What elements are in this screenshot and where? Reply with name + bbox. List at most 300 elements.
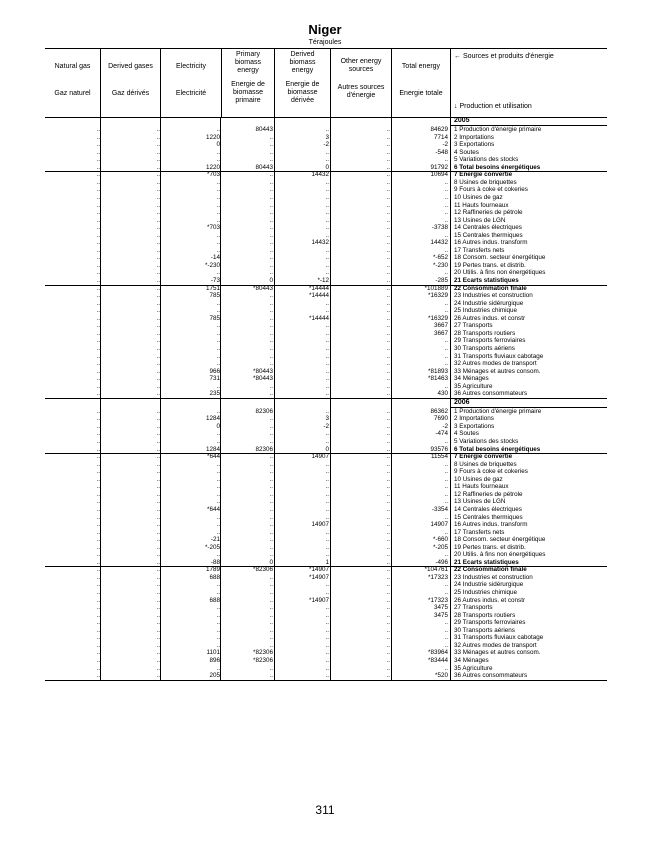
table-cell: *17323 [428, 573, 448, 581]
table-cell: *80443 [253, 367, 273, 375]
table-row [45, 292, 607, 299]
table-cell: .. [216, 299, 220, 307]
table-row [45, 657, 607, 664]
table-row [45, 536, 607, 543]
table-cell: .. [216, 430, 220, 438]
table-row [45, 164, 607, 171]
column-rule [100, 117, 101, 681]
row-label: 1 Production d'énergie primaire [454, 407, 542, 415]
table-cell: .. [156, 163, 160, 171]
table-cell: .. [444, 498, 448, 506]
table-cell: .. [216, 604, 220, 612]
table-cell: .. [269, 596, 273, 604]
table-cell: .. [444, 513, 448, 521]
row-label: 17 Transferts nets [454, 246, 505, 254]
table-cell: .. [386, 322, 390, 330]
row-label: 1 Production d'énergie primaire [454, 126, 542, 133]
table-cell: .. [269, 269, 273, 277]
table-cell: .. [216, 483, 220, 491]
table-cell: .. [325, 224, 329, 232]
table-row [45, 468, 607, 475]
table-cell: .. [269, 611, 273, 619]
table-cell: .. [96, 148, 100, 156]
table-cell: .. [386, 133, 390, 141]
page-number: 311 [315, 803, 335, 817]
table-cell: .. [96, 634, 100, 642]
table-cell: 82306 [255, 407, 273, 415]
row-label: 21 Ecarts statistiques [454, 277, 519, 284]
table-cell: .. [325, 536, 329, 544]
table-cell: .. [216, 475, 220, 483]
table-cell: .. [216, 360, 220, 368]
table-row [45, 202, 607, 209]
table-cell: .. [269, 490, 273, 498]
table-cell: .. [325, 201, 329, 209]
table-cell: .. [386, 407, 390, 415]
table-cell: .. [156, 407, 160, 415]
table-cell: 14907 [430, 521, 448, 529]
table-cell: .. [96, 422, 100, 430]
table-cell: .. [386, 171, 390, 179]
table-cell: .. [96, 430, 100, 438]
row-label: 11 Hauts fourneaux [454, 201, 509, 209]
table-cell: .. [216, 352, 220, 360]
column-rule [220, 117, 221, 681]
table-cell: .. [216, 193, 220, 201]
table-cell: *520 [435, 672, 448, 680]
table-cell: .. [216, 634, 220, 642]
table-row [45, 141, 607, 148]
row-label: 4 Soutes [454, 148, 479, 156]
col-fr-label: Autres sources d'énergie [337, 84, 385, 99]
table-cell: .. [216, 513, 220, 521]
table-cell: .. [386, 231, 390, 239]
table-cell: .. [269, 292, 273, 300]
table-cell: 93576 [430, 445, 448, 453]
table-cell: .. [269, 156, 273, 164]
table-row [45, 604, 607, 611]
table-cell: .. [96, 337, 100, 345]
table-cell: .. [269, 513, 273, 521]
table-cell: 3667 [433, 329, 448, 337]
table-cell: .. [444, 352, 448, 360]
table-cell: .. [444, 209, 448, 217]
table-cell: .. [269, 141, 273, 149]
table-cell: .. [386, 178, 390, 186]
table-cell: .. [269, 664, 273, 672]
table-cell: .. [325, 528, 329, 536]
table-row [45, 262, 607, 269]
table-cell: .. [386, 528, 390, 536]
table-cell: .. [156, 148, 160, 156]
table-cell: .. [156, 246, 160, 254]
table-cell: .. [269, 528, 273, 536]
column-rule [450, 117, 451, 681]
table-cell: .. [156, 513, 160, 521]
table-cell: .. [269, 239, 273, 247]
table-cell: .. [156, 566, 160, 574]
row-label: 13 Usines de LGN [454, 498, 506, 506]
table-cell: .. [96, 528, 100, 536]
table-cell: .. [269, 453, 273, 461]
table-cell: 86362 [430, 407, 448, 415]
table-row [45, 642, 607, 649]
table-cell: *-660 [432, 536, 448, 544]
table-cell: .. [216, 460, 220, 468]
table-cell: .. [269, 178, 273, 186]
table-cell: *101889 [424, 284, 448, 292]
table-cell: .. [216, 156, 220, 164]
table-cell: .. [386, 352, 390, 360]
table-cell: *-205 [204, 543, 220, 551]
row-label: 29 Transports ferroviaires [454, 337, 526, 345]
table-cell: .. [269, 438, 273, 445]
table-cell: .. [269, 216, 273, 224]
table-cell: .. [325, 626, 329, 634]
table-cell: .. [325, 468, 329, 476]
table-cell: .. [269, 352, 273, 360]
row-label: 31 Transports fluviaux cabotage [454, 634, 544, 642]
table-row [45, 269, 607, 276]
table-row [45, 581, 607, 588]
table-row [45, 597, 607, 604]
table-cell: .. [444, 438, 448, 445]
table-row [45, 277, 607, 284]
table-cell: .. [386, 375, 390, 383]
table-cell: 0 [325, 163, 329, 171]
table-cell: .. [269, 626, 273, 634]
table-cell: .. [96, 156, 100, 164]
row-label: 23 Industries et construction [454, 573, 533, 581]
col-en-label: Derived biomass energy [289, 51, 316, 74]
table-cell: .. [96, 536, 100, 544]
table-cell: .. [386, 596, 390, 604]
table-row [45, 665, 607, 672]
table-cell: .. [325, 344, 329, 352]
table-cell: .. [269, 193, 273, 201]
table-cell: .. [325, 407, 329, 415]
table-cell: .. [156, 292, 160, 300]
flow-header-top: ← Sources et produits d'énergie [454, 53, 554, 60]
row-label: 18 Consom. secteur énergétique [454, 536, 546, 544]
table-cell: *-205 [432, 543, 448, 551]
row-label: 20 Utilis. à fins non énergétiques [454, 269, 546, 277]
table-cell: .. [96, 498, 100, 506]
table-cell: .. [269, 314, 273, 322]
table-cell: .. [269, 224, 273, 232]
table-cell: .. [96, 231, 100, 239]
table-cell: .. [325, 483, 329, 491]
table-cell: .. [216, 626, 220, 634]
table-cell: .. [386, 558, 390, 566]
table-row [45, 627, 607, 634]
table-cell: .. [156, 209, 160, 217]
table-cell: *81893 [428, 367, 448, 375]
table-cell: .. [96, 649, 100, 657]
table-cell: -2 [323, 422, 329, 430]
table-cell: *14907 [309, 573, 329, 581]
table-cell: .. [269, 299, 273, 307]
table-cell: 688 [209, 596, 220, 604]
table-row [45, 156, 607, 163]
table-cell: 0 [216, 422, 220, 430]
table-cell: .. [269, 390, 273, 398]
table-cell: .. [444, 382, 448, 390]
table-cell: 688 [209, 573, 220, 581]
table-cell: .. [444, 664, 448, 672]
table-cell: .. [156, 382, 160, 390]
row-label: 33 Ménages et autres consom. [454, 649, 541, 657]
row-label: 2 Importations [454, 415, 494, 423]
row-label: 6 Total besoins énergétiques [454, 163, 541, 171]
table-cell: *703 [207, 224, 220, 232]
table-row [45, 375, 607, 382]
table-cell: 3 [325, 133, 329, 141]
table-cell: -88 [210, 558, 220, 566]
table-cell: .. [386, 664, 390, 672]
table-cell: .. [269, 360, 273, 368]
row-label: 34 Ménages [454, 656, 489, 664]
row-label: 27 Transports [454, 604, 493, 612]
table-row [45, 415, 607, 422]
table-cell: *-652 [432, 254, 448, 262]
table-cell: .. [386, 490, 390, 498]
table-cell: .. [325, 375, 329, 383]
table-cell: .. [216, 178, 220, 186]
row-label: 26 Autres indus. et constr [454, 314, 526, 322]
table-cell: .. [325, 505, 329, 513]
table-cell: .. [386, 329, 390, 337]
table-cell: *644 [207, 453, 220, 461]
table-row [45, 345, 607, 352]
row-label: 9 Fours à coke et cokeries [454, 186, 528, 194]
row-label: 19 Pertes trans. et distrib. [454, 543, 526, 551]
row-label: 22 Consommation finale [454, 566, 527, 574]
table-cell: .. [96, 453, 100, 461]
table-cell: .. [386, 126, 390, 133]
table-row [45, 322, 607, 329]
table-row [45, 239, 607, 246]
table-cell: .. [444, 186, 448, 194]
table-cell: .. [325, 581, 329, 589]
table-cell: .. [269, 148, 273, 156]
table-cell: .. [325, 209, 329, 217]
table-cell: .. [386, 344, 390, 352]
table-cell: *703 [207, 171, 220, 179]
row-label: 36 Autres consommateurs [454, 672, 528, 680]
table-cell: .. [269, 536, 273, 544]
table-row [45, 438, 607, 445]
table-cell: .. [386, 460, 390, 468]
table-cell: .. [96, 224, 100, 232]
table-cell: -285 [435, 277, 448, 284]
col-en-label: Other energy sources [340, 58, 382, 73]
table-cell: .. [386, 566, 390, 574]
table-cell: .. [156, 352, 160, 360]
table-cell: .. [96, 163, 100, 171]
table-cell: .. [96, 475, 100, 483]
table-cell: .. [96, 664, 100, 672]
table-row [45, 423, 607, 430]
table-cell: .. [96, 445, 100, 453]
table-cell: .. [444, 337, 448, 345]
col-en-label: Primary biomass energy [234, 51, 262, 74]
table-cell: .. [386, 156, 390, 164]
table-cell: .. [269, 672, 273, 680]
table-cell: .. [444, 475, 448, 483]
row-label: 10 Usines de gaz [454, 475, 503, 483]
table-cell: *14444 [309, 292, 329, 300]
table-cell: 7690 [433, 415, 448, 423]
table-cell: .. [386, 193, 390, 201]
table-cell: .. [96, 352, 100, 360]
table-cell: .. [444, 216, 448, 224]
table-cell: *-12 [317, 277, 329, 284]
table-cell: .. [156, 261, 160, 269]
table-cell: -3738 [431, 224, 448, 232]
table-cell: 14432 [430, 239, 448, 247]
table-cell: .. [156, 634, 160, 642]
table-cell: .. [325, 619, 329, 627]
table-cell: .. [96, 641, 100, 649]
page-title: Niger [308, 22, 342, 37]
table-cell: .. [96, 611, 100, 619]
table-row [45, 179, 607, 186]
table-row [45, 126, 607, 133]
table-cell: .. [96, 460, 100, 468]
table-cell: .. [269, 430, 273, 438]
table-cell: .. [444, 344, 448, 352]
table-cell: .. [156, 231, 160, 239]
table-cell: .. [386, 261, 390, 269]
year-label: 2006 [454, 398, 470, 406]
column-rule [391, 117, 392, 681]
row-label: 12 Raffineries de pétrole [454, 490, 523, 498]
table-cell: .. [96, 543, 100, 551]
table-cell: -73 [210, 277, 220, 284]
table-cell: .. [96, 329, 100, 337]
table-cell: .. [216, 589, 220, 596]
table-cell: .. [325, 611, 329, 619]
row-label: 14 Centrales électriques [454, 224, 522, 232]
table-row [45, 544, 607, 551]
table-cell: .. [156, 307, 160, 315]
table-cell: .. [216, 438, 220, 445]
table-cell: .. [386, 307, 390, 315]
table-cell: .. [156, 438, 160, 445]
table-row [45, 476, 607, 483]
table-cell: .. [269, 468, 273, 476]
table-cell: 1220 [205, 133, 220, 141]
row-label: 25 Industries chimique [454, 589, 518, 596]
table-cell: .. [156, 224, 160, 232]
table-cell: .. [96, 216, 100, 224]
table-cell: .. [269, 573, 273, 581]
table-cell: *104761 [424, 566, 448, 574]
table-cell: .. [444, 468, 448, 476]
table-row [45, 194, 607, 201]
table-cell: .. [96, 483, 100, 491]
row-label: 7 Energie convertie [454, 171, 513, 179]
table-cell: .. [96, 269, 100, 277]
table-cell: .. [96, 382, 100, 390]
table-cell: .. [96, 596, 100, 604]
table-cell: 3667 [433, 322, 448, 330]
table-cell: *80443 [253, 284, 273, 292]
table-cell: .. [325, 664, 329, 672]
table-row [45, 430, 607, 437]
table-cell: .. [96, 375, 100, 383]
table-cell: *83964 [428, 649, 448, 657]
table-cell: .. [444, 201, 448, 209]
table-cell: .. [386, 415, 390, 423]
table-cell: *14444 [309, 314, 329, 322]
row-label: 13 Usines de LGN [454, 216, 506, 224]
col-fr-label: Energie de biomasse primaire [231, 81, 265, 104]
table-cell: 91792 [430, 163, 448, 171]
table-cell: .. [156, 216, 160, 224]
table-row [45, 232, 607, 239]
table-cell: .. [96, 566, 100, 574]
table-cell: .. [216, 528, 220, 536]
row-label: 9 Fours à coke et cokeries [454, 468, 528, 476]
table-cell: .. [96, 589, 100, 596]
row-label: 10 Usines de gaz [454, 193, 503, 201]
table-cell: .. [156, 156, 160, 164]
table-cell: .. [386, 148, 390, 156]
table-cell: *82306 [253, 649, 273, 657]
table-cell: .. [386, 337, 390, 345]
table-cell: .. [325, 641, 329, 649]
table-cell: .. [386, 292, 390, 300]
table-cell: .. [386, 521, 390, 529]
row-label: 14 Centrales électriques [454, 505, 522, 513]
table-cell: .. [386, 649, 390, 657]
table-cell: .. [96, 292, 100, 300]
column-rule [160, 117, 161, 681]
table-cell: .. [216, 521, 220, 529]
table-cell: .. [156, 528, 160, 536]
table-cell: .. [96, 299, 100, 307]
block-divider [45, 398, 607, 399]
table-cell: .. [269, 344, 273, 352]
table-cell: .. [325, 475, 329, 483]
table-cell: *82306 [253, 656, 273, 664]
table-cell: .. [216, 664, 220, 672]
table-cell: .. [156, 337, 160, 345]
table-cell: .. [156, 521, 160, 529]
table-cell: .. [444, 626, 448, 634]
col-natural-gas [45, 49, 101, 117]
col-fr-label: Gaz naturel [54, 90, 91, 97]
table-cell: .. [386, 269, 390, 277]
table-cell: .. [269, 543, 273, 551]
table-cell: *81463 [428, 375, 448, 383]
table-cell: .. [216, 641, 220, 649]
table-cell: .. [386, 314, 390, 322]
table-cell: .. [444, 581, 448, 589]
table-cell: .. [156, 178, 160, 186]
table-row [45, 491, 607, 498]
table-cell: .. [386, 163, 390, 171]
table-cell: .. [325, 299, 329, 307]
table-cell: .. [386, 604, 390, 612]
table-cell: .. [269, 460, 273, 468]
table-row [45, 506, 607, 513]
table-cell: .. [96, 239, 100, 247]
table-cell: .. [156, 604, 160, 612]
table-cell: 0 [216, 141, 220, 149]
